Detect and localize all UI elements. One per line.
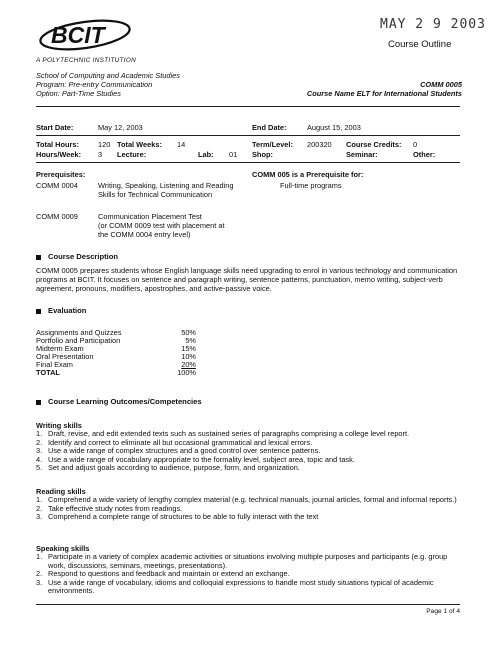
- prereq-desc-line: the COMM 0004 entry level): [98, 230, 191, 239]
- course-credits-label: Course Credits:: [346, 140, 402, 149]
- prereq-desc-line: Skills for Technical Communication: [98, 190, 213, 199]
- end-date-label: End Date:: [252, 123, 287, 132]
- speaking-skills-heading: Speaking skills: [36, 544, 90, 553]
- list-item: 3. Comprehend a complete range of structures to be able to fully interact with the text: [36, 512, 319, 522]
- prereq-desc-line: Communication Placement Test: [98, 212, 202, 221]
- received-date-stamp: MAY 2 9 2003: [380, 17, 486, 32]
- list-item: 2. Identify and correct to eliminate all but occasional grammatical and lexical errors.: [36, 437, 313, 447]
- list-item: 1. Comprehend a wide variety of lengthy complex material (e.g. technical manuals, journal articles, formal and informal reports.): [36, 495, 457, 504]
- list-item: 3. Use a wide range of complex structures and a good control over sentence patterns.: [36, 446, 321, 456]
- square-bullet-icon: [36, 309, 41, 314]
- reading-skills-list: [36, 496, 466, 522]
- learning-outcomes-heading: Course Learning Outcomes/Competencies: [36, 397, 202, 406]
- reading-skills-heading: Reading skills: [36, 487, 86, 496]
- start-date-value: May 12, 2003: [98, 123, 143, 132]
- list-item: 3. Use a wide range of vocabulary, idioms and colloquial expressions to handle most study situations typical of academic environments.: [36, 577, 434, 596]
- prerequisite-for-value: Full-time programs: [280, 181, 342, 190]
- option-name: Option: Part-Time Studies: [36, 89, 121, 98]
- list-item: 1. Draft, revise, and edit extended texts such as sustained series of paragraphs comprising a college level report.: [36, 429, 410, 438]
- square-bullet-icon: [36, 255, 41, 260]
- total-weeks-label: Total Weeks:: [117, 140, 162, 149]
- total-weeks-value: 14: [177, 140, 186, 149]
- total-hours-label: Total Hours:: [36, 140, 79, 149]
- svg-text:BCIT: BCIT: [51, 22, 105, 48]
- course-credits-value: 0: [413, 140, 418, 149]
- list-item: 2. Take effective study notes from readings.: [36, 503, 183, 513]
- lecture-label: Lecture:: [117, 150, 147, 159]
- term-level-label: Term/Level:: [252, 140, 293, 149]
- lab-value: 01: [229, 150, 238, 159]
- list-item: 4. Use a wide range of vocabulary appropriate to the formality level, subject area, topic and task.: [36, 454, 355, 464]
- header-divider: [36, 106, 460, 107]
- shop-label: Shop:: [252, 150, 273, 159]
- footer-divider: [36, 604, 460, 605]
- prereq-code: COMM 0004: [36, 181, 78, 190]
- speaking-skills-list: [36, 553, 466, 596]
- prereq-code: COMM 0009: [36, 212, 78, 221]
- course-name: Course Name ELT for International Students: [306, 89, 462, 98]
- other-label: Other:: [413, 150, 436, 159]
- hours-week-value: 3: [98, 150, 103, 159]
- seminar-label: Seminar:: [346, 150, 378, 159]
- course-code: COMM 0005: [420, 80, 462, 89]
- prerequisites-label: Prerequisites:: [36, 170, 86, 179]
- tagline: A POLYTECHNIC INSTITUTION: [36, 57, 137, 64]
- hours-divider: [36, 162, 460, 163]
- list-item: 5. Set and adjust goals according to audience, purpose, form, and organization.: [36, 463, 300, 473]
- prereq-desc-line: (or COMM 0009 test with placement at: [98, 221, 225, 230]
- dates-divider: [36, 135, 460, 136]
- hours-week-label: Hours/Week:: [36, 150, 82, 159]
- list-item: 1. Participate in a variety of complex academic activities or situations involving multiple purposes and participants (e.g. group work, discussions, seminars, meetings, presentations).: [36, 552, 448, 570]
- program-name: Program: Pre-entry Communication: [36, 80, 153, 89]
- writing-skills-heading: Writing skills: [36, 421, 82, 430]
- school-name: School of Computing and Academic Studies: [36, 71, 180, 80]
- list-item: 2. Respond to questions and feedback and maintain or extend an exchange.: [36, 569, 290, 579]
- end-date-value: August 15, 2003: [307, 123, 361, 132]
- lab-label: Lab:: [198, 150, 214, 159]
- page-number: Page 1 of 4: [426, 608, 460, 615]
- evaluation-heading: Evaluation: [36, 306, 86, 315]
- total-hours-value: 120: [98, 140, 111, 149]
- term-level-value: 200320: [307, 140, 332, 149]
- course-description-text: COMM 0005 prepares students whose English language skills need upgrading to enrol in various technology and communication programs at BCIT. It focuses on sentence and paragraph writing, sentence patterns, punctuation, memo writing, subject-verb agreement, pronouns, modifiers, apostrophes, and active-passive voice.: [36, 266, 458, 293]
- writing-skills-list: [36, 430, 466, 473]
- square-bullet-icon: [36, 400, 41, 405]
- prereq-desc-line: Writing, Speaking, Listening and Reading: [98, 181, 234, 190]
- start-date-label: Start Date:: [36, 123, 74, 132]
- document-type: Course Outline: [388, 39, 452, 50]
- prerequisite-for-label: COMM 005 is a Prerequisite for:: [252, 170, 364, 179]
- bcit-logo: [37, 18, 133, 57]
- course-description-heading: Course Description: [36, 252, 118, 261]
